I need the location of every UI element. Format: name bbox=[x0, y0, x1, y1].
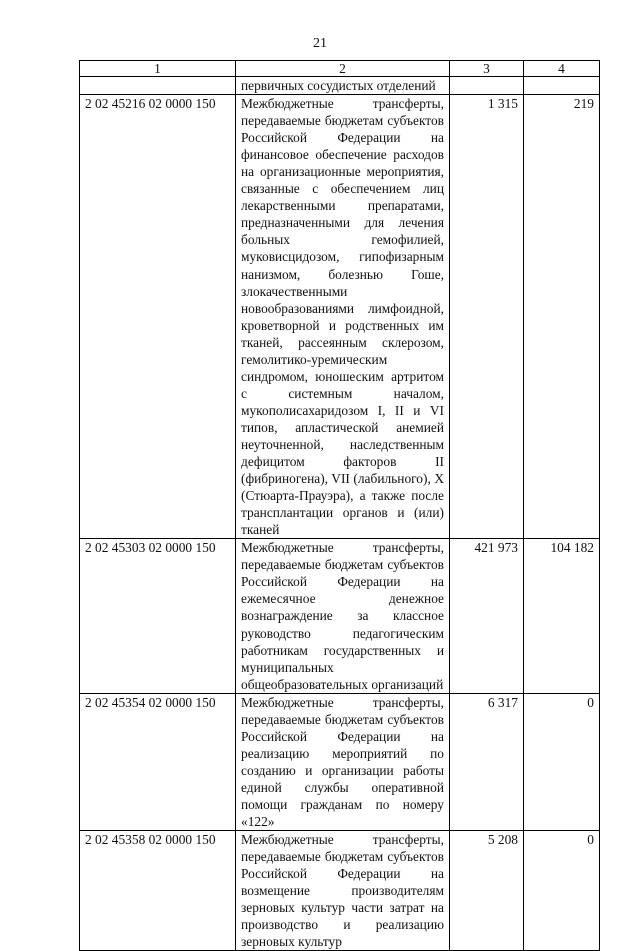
budget-table bbox=[79, 60, 600, 951]
row-value-col4: 104 182 bbox=[524, 539, 600, 693]
row-value-col4: 219 bbox=[524, 95, 600, 539]
row-code bbox=[80, 77, 236, 95]
column-header-2: 2 bbox=[236, 61, 450, 77]
column-header-4: 4 bbox=[524, 61, 600, 77]
row-value-col4: 0 bbox=[524, 831, 600, 951]
table-row bbox=[80, 693, 600, 830]
row-code: 2 02 45303 02 0000 150 bbox=[80, 539, 236, 693]
table-row bbox=[80, 539, 600, 693]
table-header-row bbox=[80, 61, 600, 77]
row-value-col3 bbox=[450, 77, 524, 95]
table-row bbox=[80, 831, 600, 951]
row-description: Межбюджетные трансферты, передаваемые бюджетам субъектов Российской Федерации на финансовое обеспечение расходов на организационные мероприятия, связанные с обеспечением лиц лекарственными препаратами, предназначенными для лечения больных гемофилией, муковисцидозом, гипофизарным нанизмом, болезнью Гоше, злокачественными новообразованиями лимфоидной, кроветворной и родственных им тканей, рассеянным склерозом, гемолитико-уремическим синдромом, юношеским артритом с системным началом, мукополисахаридозом I, II и VI типов, апластической анемией неуточненной, наследственным дефицитом факторов II (фибриногена), VII (лабильного), X (Стюарта-Прауэра), а также после трансплантации органов и (или) тканей bbox=[236, 95, 450, 539]
row-value-col3: 5 208 bbox=[450, 831, 524, 951]
table-row-continuation bbox=[80, 77, 600, 95]
row-value-col3: 421 973 bbox=[450, 539, 524, 693]
row-description: Межбюджетные трансферты, передаваемые бюджетам субъектов Российской Федерации на реализацию мероприятий по созданию и организации работы единой службы оперативной помощи гражданам по номеру «122» bbox=[236, 693, 450, 830]
row-code: 2 02 45354 02 0000 150 bbox=[80, 693, 236, 830]
table-row bbox=[80, 95, 600, 539]
page-number: 21 bbox=[313, 36, 327, 51]
column-header-1: 1 bbox=[80, 61, 236, 77]
column-header-3: 3 bbox=[450, 61, 524, 77]
row-description: Межбюджетные трансферты, передаваемые бюджетам субъектов Российской Федерации на возмещение производителям зерновых культур части затрат на производство и реализацию зерновых культур bbox=[236, 831, 450, 951]
row-description: первичных сосудистых отделений bbox=[236, 77, 450, 95]
row-value-col3: 1 315 bbox=[450, 95, 524, 539]
row-value-col4 bbox=[524, 77, 600, 95]
row-code: 2 02 45358 02 0000 150 bbox=[80, 831, 236, 951]
row-value-col3: 6 317 bbox=[450, 693, 524, 830]
row-description: Межбюджетные трансферты, передаваемые бюджетам субъектов Российской Федерации на ежемесячное денежное вознаграждение за классное руководство педагогическим работникам государственных и муниципальных общеобразовательных организаций bbox=[236, 539, 450, 693]
row-value-col4: 0 bbox=[524, 693, 600, 830]
row-code: 2 02 45216 02 0000 150 bbox=[80, 95, 236, 539]
